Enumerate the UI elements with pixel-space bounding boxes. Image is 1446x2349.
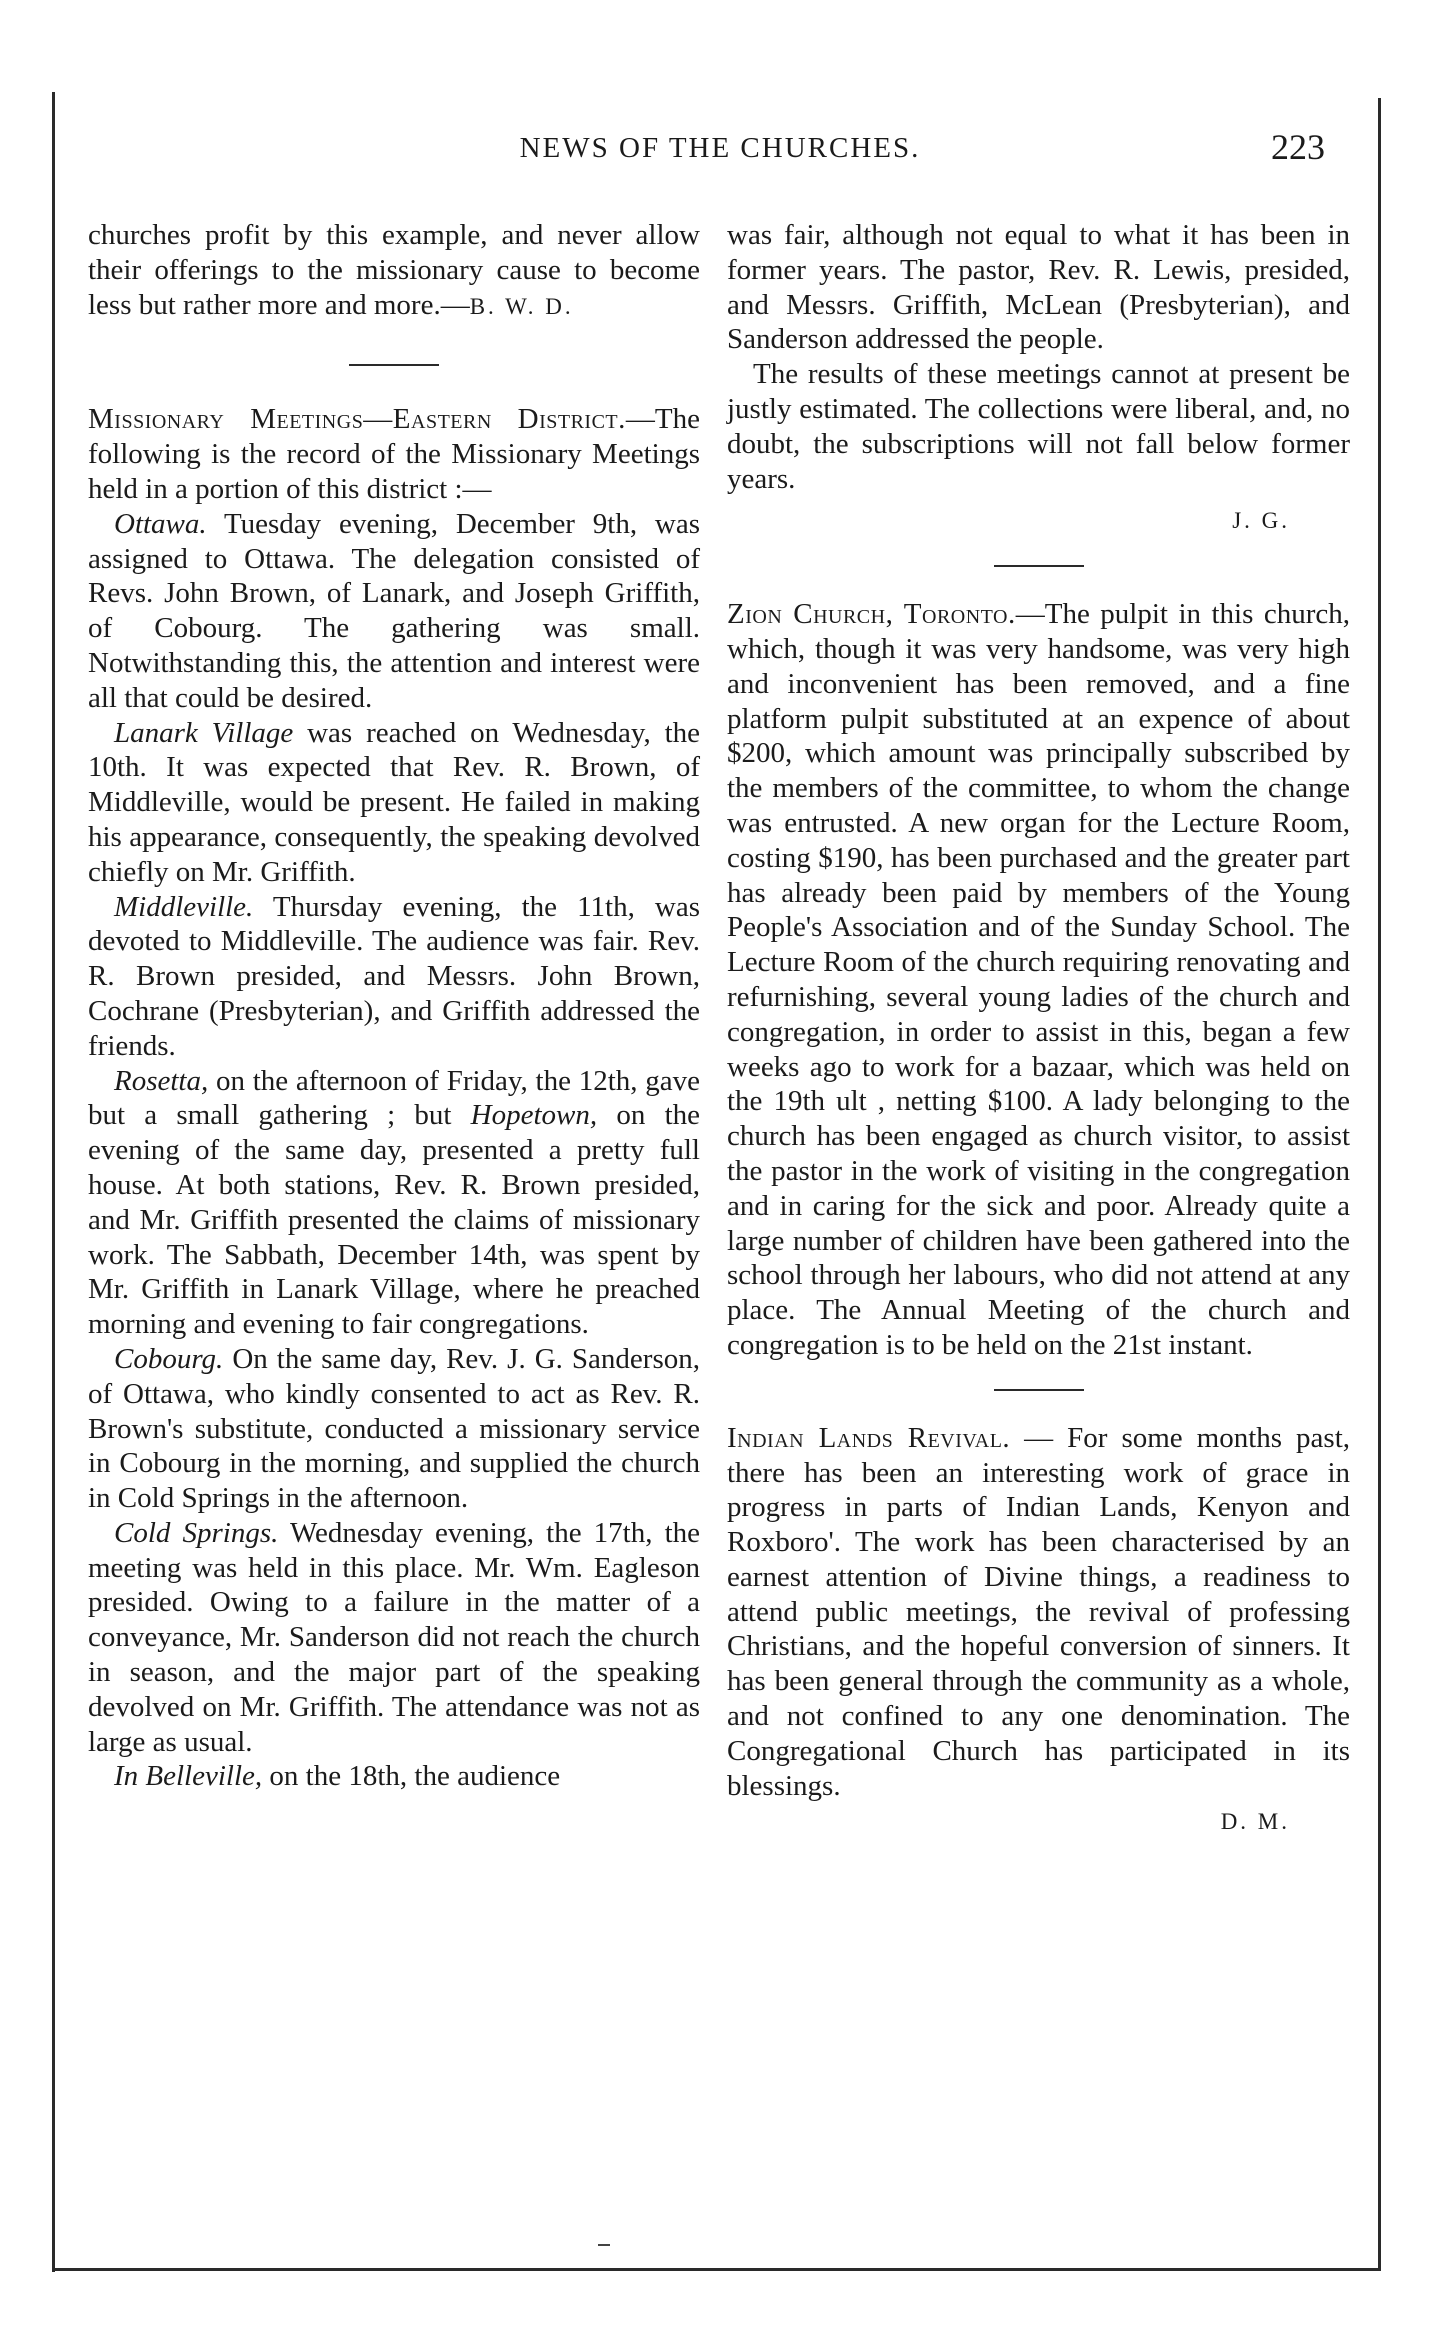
belleville-text: on the 18th, the audience (262, 1760, 561, 1793)
cobourg-text: On the same day, Rev. J. G. Sanderson, of Ottawa, who kindly consented to act as Rev. R. Brown's substitute, conducted a missionary service in Cobourg in the morning, and supplied the church in Cold Springs in the afternoon. (88, 1342, 700, 1515)
ottawa-text: Tuesday evening, December 9th, was assigned to Ottawa. The delegation consisted of Revs. John Brown, of Lanark, and Joseph Griffith, of Cobourg. The gathering was small. Notwithstanding this, the attention and interest were all that could be desired. (88, 507, 700, 714)
belleville-place: In Belleville, (114, 1760, 263, 1793)
running-title: NEWS OF THE CHURCHES. (519, 132, 921, 164)
indian-lands-paragraph (727, 1421, 1350, 1804)
page-border-right (1378, 98, 1381, 2268)
bottom-mark (598, 2244, 610, 2246)
lanark-paragraph (88, 716, 700, 890)
missionary-meetings-paragraph (88, 402, 700, 506)
right-column (727, 218, 1350, 1840)
section-divider (994, 565, 1084, 567)
zion-church-paragraph (727, 597, 1350, 1363)
belleville-paragraph (88, 1759, 700, 1794)
cold-springs-paragraph (88, 1516, 700, 1760)
section-divider (994, 1389, 1084, 1391)
cobourg-place: Cobourg. (114, 1342, 224, 1375)
running-head (0, 127, 1446, 172)
page-number: 223 (1271, 127, 1325, 167)
page-border-left (52, 92, 55, 2272)
signature-dm: D. M. (1220, 1809, 1290, 1835)
missionary-meetings-intro: —The following is the record of the Missionary Meetings held in a portion of this district :— (88, 403, 700, 505)
rosetta-place: Rosetta, (114, 1064, 209, 1097)
intro-paragraph (88, 218, 700, 324)
ottawa-place: Ottawa. (114, 507, 207, 540)
intro-signature: B. W. D. (469, 293, 574, 319)
page-border-bottom (52, 2268, 1381, 2271)
cold-springs-text: Wednesday evening, the 17th, the meeting was held in this place. Mr. Wm. Eagleson presided. Owing to a failure in the matter of a conveyance, Mr. Sanderson did not reach the church in season, and the major part of the speaking devolved on Mr. Griffith. The attendance was not as large as usual. (88, 1516, 700, 1758)
cobourg-paragraph (88, 1342, 700, 1516)
lanark-place: Lanark Village (114, 716, 294, 749)
signature-jg: J. G. (1232, 508, 1290, 534)
intro-text: churches profit by this example, and never allow their offerings to the missionary cause to become less but rather more and more.— (88, 219, 700, 321)
indian-lands-text: — For some months past, there has been an interesting work of grace in progress in parts of Indian Lands, Kenyon and Roxboro'. The work has been characterised by an earnest attention of Divine things, a readiness to attend public meetings, the revival of professing Christians, and the hopeful conversion of sinners. It has been general through the community as a whole, and not confined to any one denomination. The Congregational Church has participated in its blessings. (727, 1421, 1350, 1802)
results-paragraph: The results of these meetings cannot at present be justly estimated. The collections were liberal, and, no doubt, the subscriptions will not fall below former years. (727, 358, 1350, 495)
missionary-meetings-heading: Missionary Meetings—Eastern District. (88, 403, 626, 436)
rosetta-paragraph (88, 1064, 700, 1342)
indian-lands-heading: Indian Lands Revival. (727, 1421, 1011, 1454)
lanark-text: was reached on Wednesday, the 10th. It was expected that Rev. R. Brown, of Middleville, would be present. He failed in making his appearance, consequently, the speaking devolved chiefly on Mr. Griffith. (88, 716, 700, 888)
ottawa-paragraph (88, 507, 700, 716)
section-divider (349, 364, 439, 366)
rosetta-text-2: on the evening of the same day, presented a pretty full house. At both stations, Rev. R. Brown presided, and Mr. Griffith presented the claims of missionary work. The Sabbath, December 14th, was spent by Mr. Griffith in Lanark Village, where he preached morning and evening to fair congregations. (88, 1099, 700, 1341)
left-column (88, 218, 700, 1794)
rosetta-text-1: on the afternoon of Friday, the 12th, gave but a small gathering ; but (88, 1064, 700, 1132)
belleville-continued: was fair, although not equal to what it has been in former years. The pastor, Rev. R. Lewis, presided, and Messrs. Griffith, McLean (Presbyterian), and Sanderson addressed the people. (727, 219, 1350, 356)
hopetown-place: Hopetown, (470, 1099, 598, 1132)
middleville-place: Middleville. (114, 890, 254, 923)
zion-church-heading: Zion Church, Toronto. (727, 598, 1016, 631)
middleville-paragraph (88, 890, 700, 1064)
middleville-text: Thursday evening, the 11th, was devoted to Middleville. The audience was fair. Rev. R. Brown presided, and Messrs. John Brown, Cochrane (Presbyterian), and Griffith addressed the friends. (88, 890, 700, 1062)
zion-church-text: —The pulpit in this church, which, though it was very handsome, was very high and inconvenient has been removed, and a fine platform pulpit substituted at an expence of about $200, which amount was principally subscribed by the members of the committee, to whom the change was entrusted. A new organ for the Lecture Room, costing $190, has been purchased and the greater part has already been paid by members of the Young People's Association and of the Sunday School. The Lecture Room of the church requiring renovating and refurnishing, several young ladies of the church and congregation, in order to assist in this, began a few weeks ago to work for a bazaar, which was held on the 19th ult , netting $100. A lady belonging to the church has been engaged as church visitor, to assist the pastor in the work of visiting in the congregation and in caring for the sick and poor. Already quite a large number of children have been gathered into the school through her labours, who did not attend at any place. The Annual Meeting of the church and congregation is to be held on the 21st instant. (727, 598, 1350, 1361)
cold-springs-place: Cold Springs. (114, 1516, 279, 1549)
